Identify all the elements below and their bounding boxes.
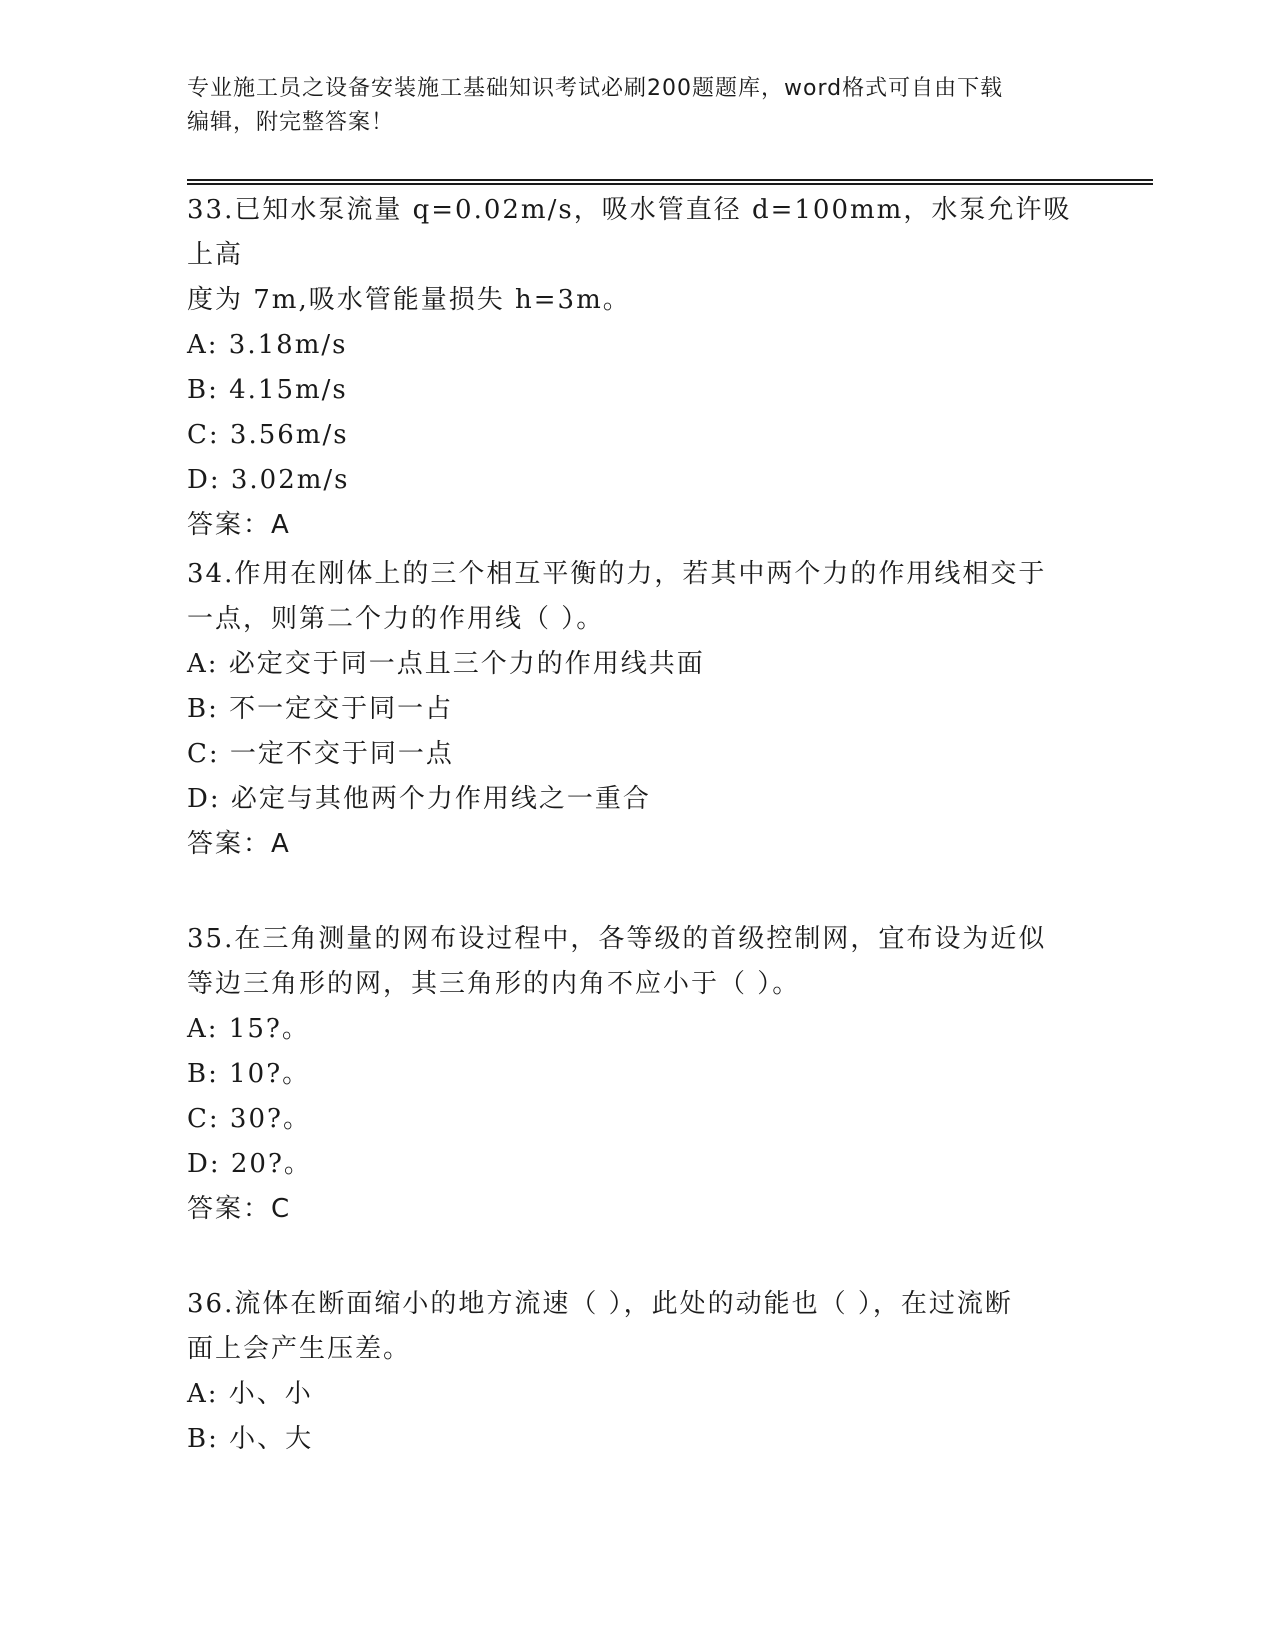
answer-label: 答案：C <box>187 1194 292 1224</box>
question-34 <box>187 552 1087 867</box>
option-d: D: 3.02m/s <box>187 465 350 495</box>
header-line-1: 专业施工员之设备安装施工基础知识考试必刷200题题库，word格式可自由下载 <box>187 76 1004 101</box>
stem-line-2: 面上会产生压差。 <box>187 1334 412 1364</box>
document-header <box>187 72 1067 140</box>
question-stem <box>187 1282 1087 1372</box>
option-a: A: 小、小 <box>187 1379 313 1409</box>
stem-line-2: 度为 7m,吸水管能量损失 h=3m。 <box>187 285 631 315</box>
option-c: C: 3.56m/s <box>187 420 349 450</box>
question-stem <box>187 552 1087 642</box>
option-c: C: 一定不交于同一点 <box>187 739 454 769</box>
stem-line-1: 33.已知水泵流量 q=0.02m/s，吸水管直径 d=100mm，水泵允许吸上高 <box>187 195 1072 270</box>
stem-line-1: 36.流体在断面缩小的地方流速（ ），此处的动能也（ ），在过流断 <box>187 1289 1013 1319</box>
question-stem <box>187 917 1087 1007</box>
option-b: B: 4.15m/s <box>187 375 348 405</box>
question-36 <box>187 1282 1087 1462</box>
header-divider-top <box>187 179 1153 181</box>
question-stem <box>187 188 1087 323</box>
option-a: A: 3.18m/s <box>187 330 348 360</box>
option-d: D: 20?。 <box>187 1149 312 1179</box>
option-b: B: 10?。 <box>187 1059 311 1089</box>
answer-label: 答案：A <box>187 829 291 859</box>
option-a: A: 15?。 <box>187 1014 310 1044</box>
header-divider-bottom <box>187 183 1153 185</box>
header-line-2: 编辑，附完整答案！ <box>187 110 395 135</box>
option-b: B: 不一定交于同一占 <box>187 694 454 724</box>
stem-line-1: 34.作用在刚体上的三个相互平衡的力，若其中两个力的作用线相交于 <box>187 559 1047 589</box>
stem-line-1: 35.在三角测量的网布设过程中，各等级的首级控制网，宜布设为近似 <box>187 924 1047 954</box>
option-c: C: 30?。 <box>187 1104 311 1134</box>
option-d: D: 必定与其他两个力作用线之一重合 <box>187 784 651 814</box>
question-33 <box>187 188 1087 548</box>
question-35 <box>187 917 1087 1232</box>
option-a: A: 必定交于同一点且三个力的作用线共面 <box>187 649 705 679</box>
answer-label: 答案：A <box>187 510 291 540</box>
stem-line-2: 等边三角形的网，其三角形的内角不应小于（ ）。 <box>187 969 801 999</box>
option-b: B: 小、大 <box>187 1424 314 1454</box>
stem-line-2: 一点，则第二个力的作用线（ ）。 <box>187 604 605 634</box>
